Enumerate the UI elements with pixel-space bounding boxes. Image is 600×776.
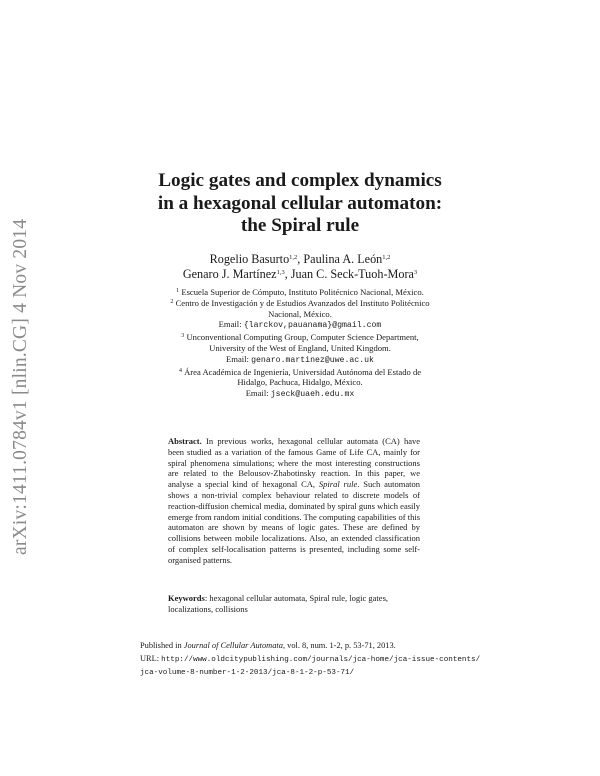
- affil-text: Centro de Investigación y de Estudios Avanzados del Instituto Politécnico: [175, 297, 430, 308]
- affil-text: Escuela Superior de Cómputo, Instituto Politécnico Nacional, México.: [181, 287, 424, 297]
- author-name: Juan C. Seck-Tuoh-Mora: [290, 266, 414, 281]
- email-label: Email:: [245, 388, 269, 399]
- affiliation-2: [132, 298, 468, 309]
- url-line-cont: [140, 666, 510, 680]
- journal-name: Journal of Cellular Automata: [183, 641, 283, 650]
- email-address[interactable]: jseck@uaeh.edu.mx: [270, 390, 355, 400]
- email-line-2: [132, 354, 468, 367]
- author-affil-mark: 1,2: [289, 254, 298, 261]
- email-label: Email:: [218, 319, 242, 330]
- title-line-3: the Spiral rule: [240, 215, 360, 236]
- author-affil-mark: 1,2: [382, 254, 391, 261]
- email-line-1: [132, 319, 468, 332]
- url-link-cont[interactable]: jca-volume-8-number-1-2-2013/jca-8-1-2-p-53-71/: [140, 669, 355, 677]
- affiliation-2-cont: Nacional, México.: [268, 308, 332, 319]
- affiliation-4-cont: Hidalgo, Pachuca, Hidalgo, México.: [237, 377, 363, 388]
- arxiv-sidebar-stamp: arXiv:1411.0784v1 [nlin.CG] 4 Nov 2014: [10, 218, 31, 555]
- title-line-2: in a hexagonal cellular automaton:: [157, 192, 443, 214]
- affil-text: Unconventional Computing Group, Computer Science Department,: [186, 332, 419, 343]
- affiliation-3-cont: University of the West of England, United Kingdom.: [209, 342, 391, 353]
- affil-number: 3: [181, 333, 185, 340]
- affiliations: [132, 287, 468, 401]
- affil-number: 4: [178, 367, 182, 374]
- url-line: [140, 653, 510, 667]
- abstract-text: In previous works, hexagonal cellular automata (CA) have been studied as a variation of the famous Game of Life CA, mainly for spiral phenomena simulations; where the most interesting constructions are related to the Belousov-Zhabotinsky reaction. In this paper, we analyse a special kind of hexagonal CA,: [168, 436, 421, 490]
- published-suffix: , vol. 8, num. 1-2, p. 53-71, 2013.: [282, 641, 396, 650]
- published-prefix: Published in: [140, 641, 182, 650]
- author-affil-mark: 1,3: [276, 268, 285, 276]
- affiliation-4: [132, 367, 468, 378]
- title-line-1: Logic gates and complex dynamics: [158, 170, 442, 191]
- url-label: URL:: [140, 653, 160, 663]
- abstract-rule-name: Spiral rule: [318, 479, 358, 490]
- email-line-3: [132, 388, 468, 401]
- paper-title: [100, 170, 500, 238]
- abstract-label: Abstract.: [168, 436, 202, 446]
- affil-text: Área Académica de Ingeniería, Universidad Autónoma del Estado de: [184, 366, 422, 377]
- email-address[interactable]: genaro.martinez@uwe.ac.uk: [251, 355, 374, 365]
- email-label: Email:: [226, 353, 249, 364]
- keywords: [168, 593, 420, 615]
- published-line: [140, 640, 510, 653]
- affil-number: 1: [176, 288, 180, 294]
- abstract-text-cont: . Such automaton shows a non-trivial complex behaviour related to discrete models of reaction-diffusion chemical media, dominated by spiral guns which easily emerge from random initial conditions. The computing capabilities of this automaton are shown by means of logic gates. These are defined by collisions between mobile localizations. Also, an extended classification of complex self-localisation patterns is presented, including some self-organised patterns.: [168, 479, 420, 565]
- email-address[interactable]: {larckov,pauanama}@gmail.com: [243, 321, 382, 331]
- publication-footer: [140, 640, 510, 680]
- affil-number: 2: [170, 298, 174, 305]
- keywords-text: : hexagonal cellular automata, Spiral rule, logic gates, localizations, collisions: [168, 593, 389, 614]
- url-link[interactable]: http://www.oldcitypublishing.com/journals/jca-home/jca-issue-contents/: [161, 655, 481, 664]
- author-name: Rogelio Basurto: [209, 252, 290, 266]
- author-name: Paulina A. León: [303, 252, 383, 266]
- author-list: Rogelio Basurto$^{1,2}$, Paulina A. León$^{1,2}$ Genaro J. Martínez$^{1,3}$, Juan C. Seck-Tuoh-Mora$^3$: [182, 252, 418, 281]
- abstract: [168, 436, 420, 566]
- keywords-label: Keywords: [168, 593, 205, 603]
- author-affil-mark: 3: [413, 268, 418, 276]
- affiliation-3: [132, 332, 468, 343]
- author-name: Genaro J. Martínez: [182, 266, 277, 281]
- affiliation-1: [132, 287, 468, 298]
